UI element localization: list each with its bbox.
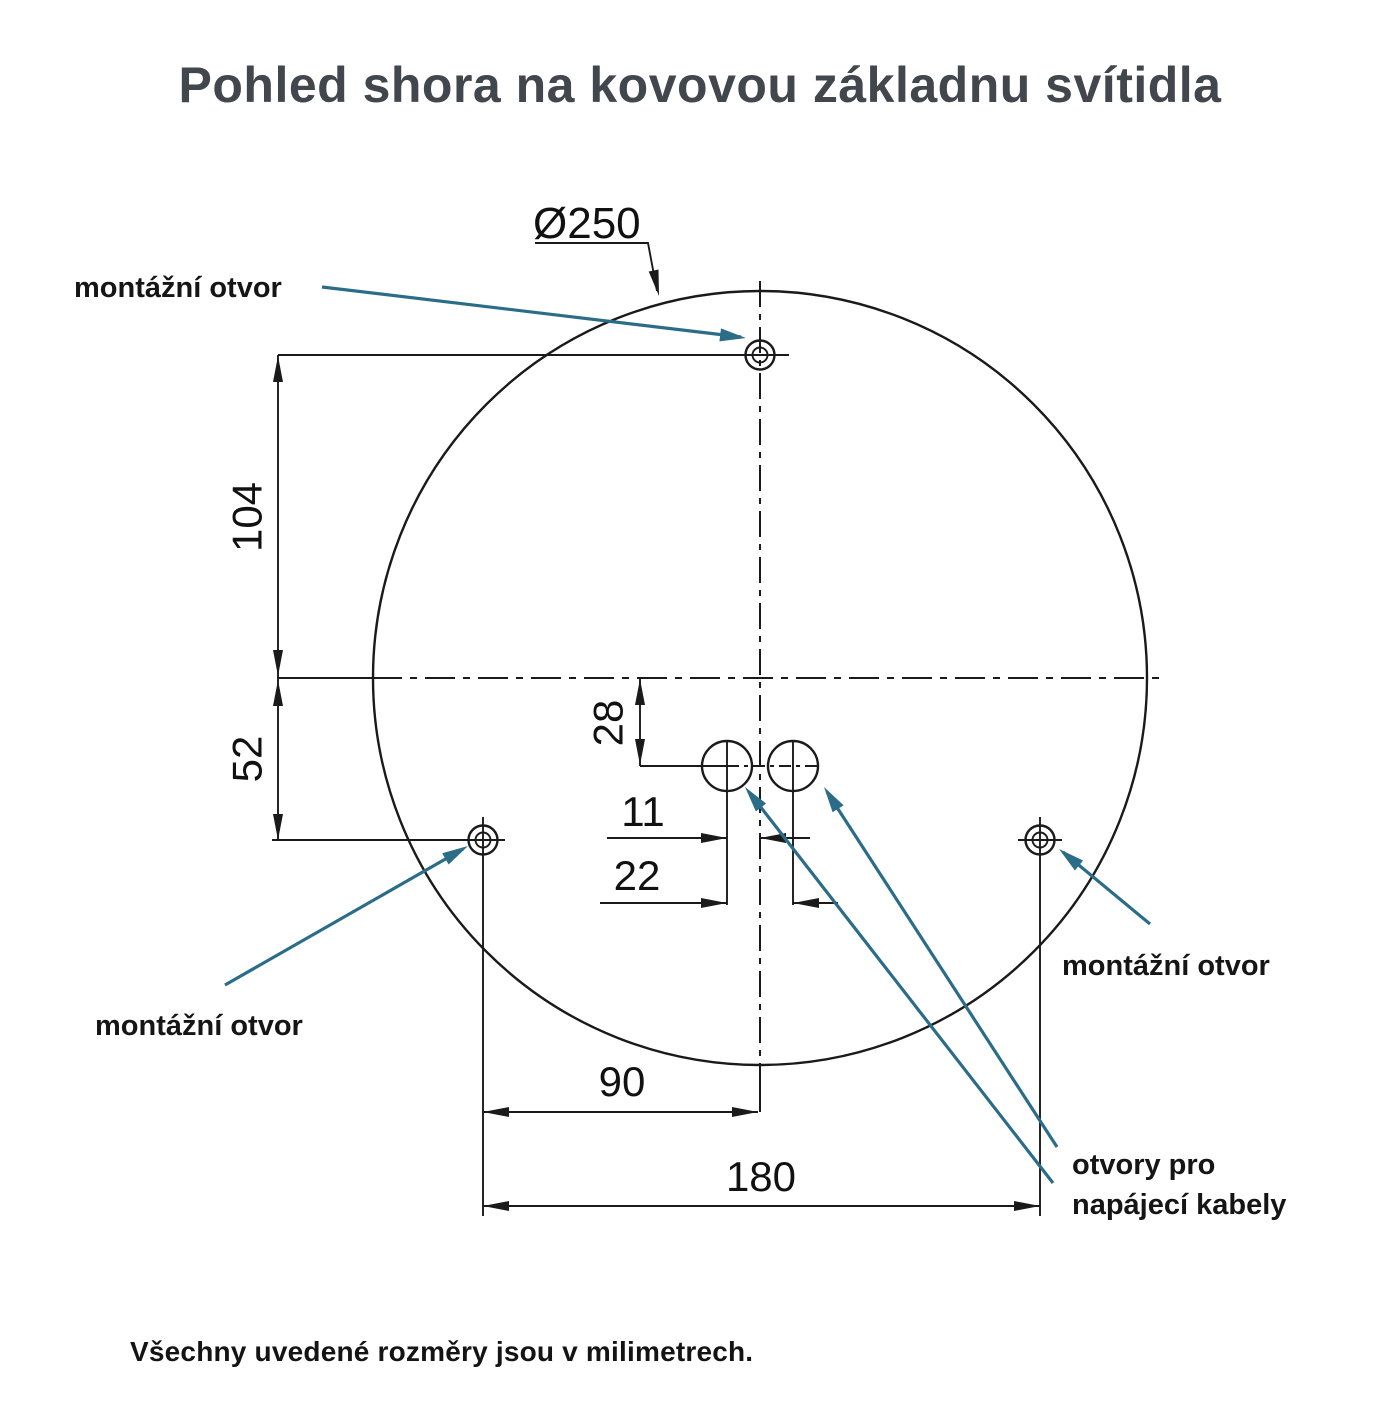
leader-arrowhead xyxy=(824,787,844,812)
dim-label-180: 180 xyxy=(725,1153,797,1200)
arrowhead xyxy=(273,356,283,382)
dimension-11 xyxy=(607,788,810,843)
dim-label-90: 90 xyxy=(598,1058,646,1105)
diameter-leader-line xyxy=(535,243,657,291)
arrowhead xyxy=(701,833,727,843)
dimension-90 xyxy=(483,1058,758,1117)
callout-leaders xyxy=(225,287,1150,1183)
dimension-180 xyxy=(483,1153,1040,1211)
dim-label-52: 52 xyxy=(223,735,271,783)
arrowhead xyxy=(273,650,283,676)
label-mount-right: montážní otvor xyxy=(1062,950,1270,982)
dim-label-22: 22 xyxy=(613,852,661,899)
arrowhead xyxy=(273,814,283,840)
dimension-104-52 xyxy=(224,355,284,840)
arrowhead xyxy=(635,679,645,705)
dimension-diameter xyxy=(533,199,659,296)
dimension-28 xyxy=(585,678,646,766)
mounting-holes xyxy=(469,341,1055,855)
dim-label-11: 11 xyxy=(621,788,665,835)
label-mount-left: montážní otvor xyxy=(95,1010,303,1042)
page-title: Pohled shora na kovovou základnu svítidla xyxy=(178,57,1222,113)
extension-lines xyxy=(272,355,1062,1216)
arrowhead xyxy=(732,1107,758,1117)
arrowhead xyxy=(483,1201,509,1211)
label-cable-holes-line1: otvory pro xyxy=(1072,1149,1216,1181)
centerlines xyxy=(278,281,1160,1112)
arrowhead xyxy=(701,898,727,908)
label-mount-top: montážní otvor xyxy=(74,272,282,304)
leader-cable-left xyxy=(749,792,1053,1183)
leader-mount-left xyxy=(225,849,463,985)
dim-label-diameter: Ø250 xyxy=(533,199,641,248)
arrowhead xyxy=(483,1107,509,1117)
arrowhead xyxy=(1014,1201,1040,1211)
arrowhead xyxy=(793,898,819,908)
units-note: Všechny uvedené rozměry jsou v milimetrech. xyxy=(130,1336,754,1367)
label-cable-holes-line2: napájecí kabely xyxy=(1072,1189,1287,1221)
dim-label-28: 28 xyxy=(584,699,632,747)
leader-mount-top xyxy=(322,287,741,337)
arrowhead xyxy=(635,739,645,765)
leader-arrowhead xyxy=(442,846,468,865)
arrowhead xyxy=(649,270,659,297)
dim-label-104: 104 xyxy=(223,481,271,553)
arrowhead xyxy=(273,680,283,706)
leader-arrowhead xyxy=(719,328,746,341)
leader-cable-right xyxy=(827,792,1057,1147)
